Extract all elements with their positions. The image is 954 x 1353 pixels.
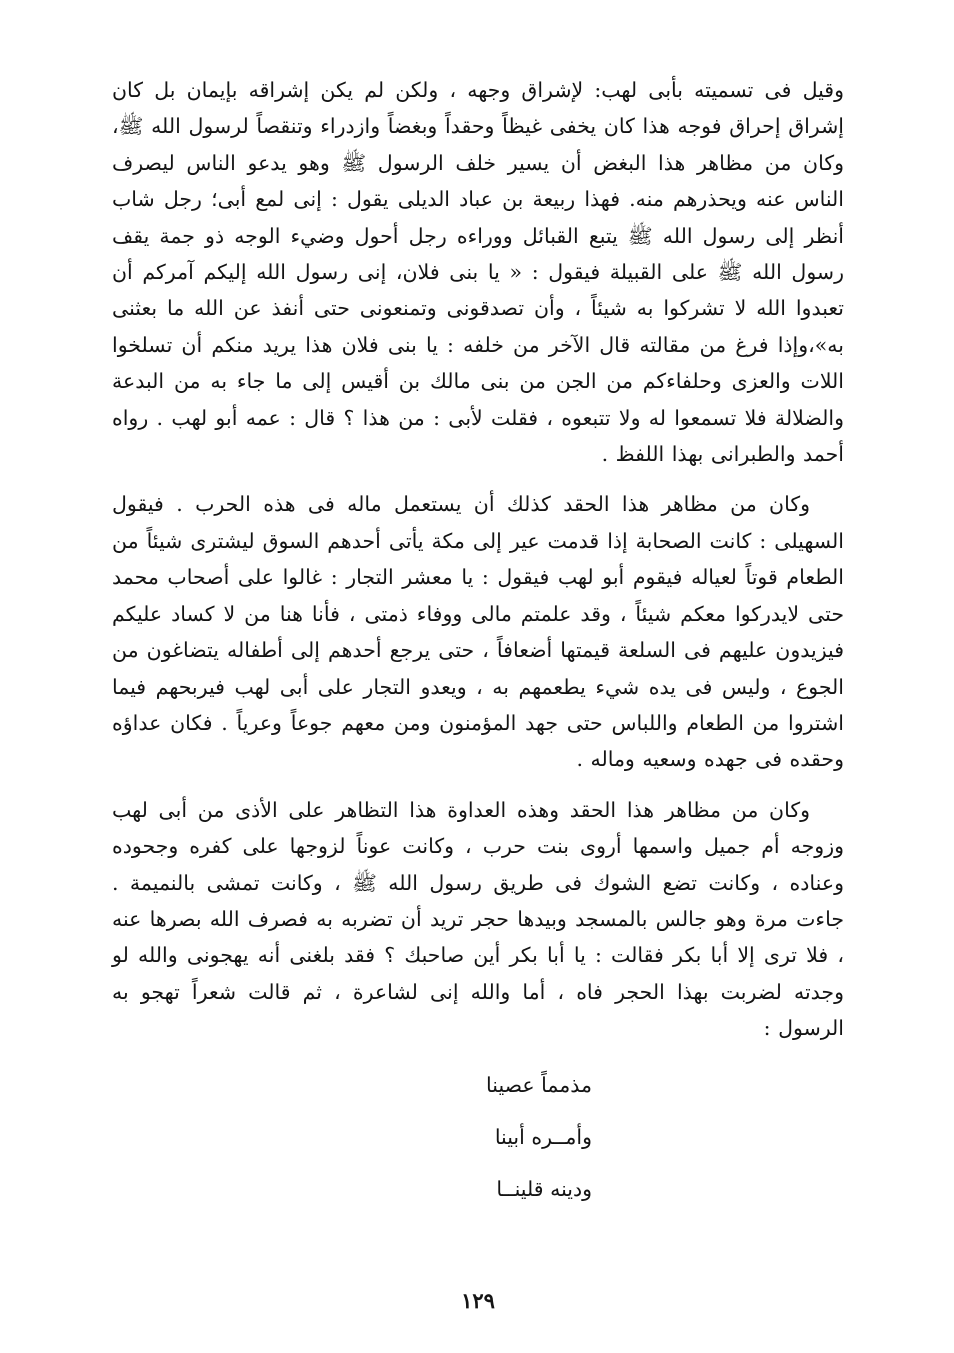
verse-line-1: مذمماً عصينا	[486, 1072, 592, 1097]
verse-line-2: وأمــره أبينا	[494, 1124, 592, 1149]
paragraph-2: وكان من مظاهر هذا الحقد كذلك أن يستعمل ماله فى هذه الحرب . فيقول السهيلى : كانت الصحابة إذا قدمت عير إلى مكة يأتى أحدهم السوق ليشترى شيئاً من الطعام قوتاً لعياله فيقوم أبو لهب فيقول : يا معشر التجار : غالوا على أصحاب محمد حتى لايدركوا معكم شيئاً ، وقد علمتم مالى ووفاء ذمتى ، فأنا هنا من لا كساد عليكم فيزيدون عليهم فى السلعة قيمتها أضعافاً ، حتى يرجع أحدهم إلى أطفاله يتضاغون من الجوع ، وليس فى يده شيء يطعمهم به ، ويعدو التجار على أبى لهب فيربحهم فيما اشتروا من الطعام واللباس حتى جهد المؤمنون ومن معهم جوعاً وعرياً . فكان عداؤه وحقده فى جهده وسعيه وماله .	[112, 492, 844, 772]
paragraph-3: وكان من مظاهر هذا الحقد وهذه العداوة هذا التظاهر على الأذى من أبى لهب وزوجه أم جميل واسمها أروى بنت حرب ، وكانت عوناً لزوجها على كفره وجحوده وعناده ، وكانت تضع الشوك فى طريق رسول الله ﷺ ، وكانت تمشى بالنميمة . جاءت مرة وهو جالس بالمسجد وبيدها حجر تريد أن تضربه به فصرف الله بصرها عنه ، فلا ترى إلا أبا بكر فقالت : يا أبا بكر أين صاحبك ؟ فقد بلغنى أنه يهجونى والله لو وجدته لضربت بهذا الحجر فاه ، أما والله إنى لشاعرة ، ثم قالت شعراً تهجو به الرسول :	[112, 797, 844, 1041]
poem-verses	[112, 1059, 844, 1215]
page-number: ١٢٩	[461, 1288, 495, 1313]
book-page	[112, 68, 844, 1328]
verse-line-3: ودينه قلينــا	[496, 1176, 592, 1201]
paragraph-1: وقيل فى تسميته بأبى لهب: لإشراق وجهه ، ولكن لم يكن إشراقه بإيمان بل كان إشراق إحراق فوجه هذا كان يخفى غيظاً وحقداً وبغضاً وازدراء وتنقصاً لرسول الله ﷺ، وكان من مظاهر هذا البغض أن يسير خلف الرسول ﷺ وهو يدعو الناس ليصرف الناس عنه ويحذرهم منه. فهذا ربيعة بن عباد الديلى يقول : إنى لمع أبى؛ رجل شاب أنظر إلى رسول الله ﷺ يتبع القبائل ووراءه رجل أحول وضيء الوجه ذو جمة يقف رسول الله ﷺ على القبيلة فيقول : « يا بنى فلان، إنى رسول الله إليكم آمركم أن تعبدوا الله لا تشركوا به شيئاً ، وأن تصدقونى وتمنعونى حتى أنفذ عن الله ما بعثنى به»،وإذا فرغ من مقالته قال الآخر من خلفه : يا بنى فلان هذا يريد منكم أن تسلخوا اللات والعزى وحلفاءكم من الجن من بنى مالك بن أقيس إلى ما جاء به من البدعة والضلالة فلا تسمعوا له ولا تتبعوه ، فقلت لأبى : من هذا ؟ قال : عمه أبو لهب . رواه أحمد والطبرانى بهذا اللفظ .	[112, 78, 844, 467]
